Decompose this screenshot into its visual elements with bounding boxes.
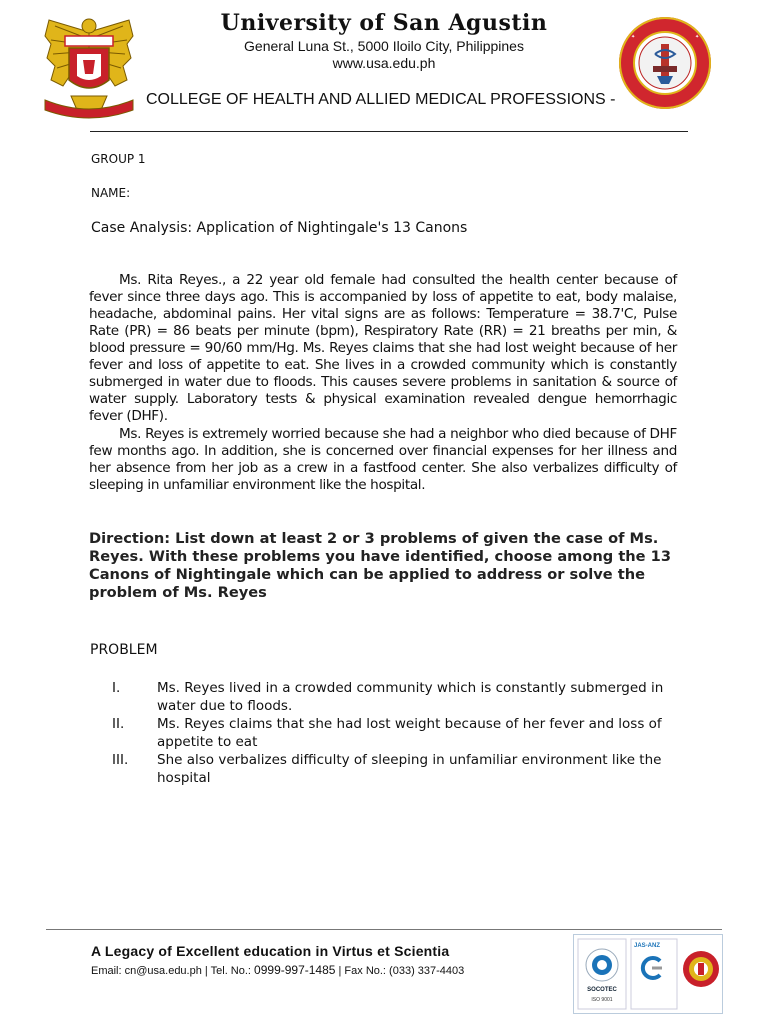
problem-list: [112, 679, 672, 787]
case-paragraph-1-text: Ms. Rita Reyes., a 22 year old female had consulted the health center because of fever since three days ago. This is accompanied by loss of appetite to eat, body malaise, headache, abdominal pains. Her vital signs are as follows: Temperature = 38.7'C, Pulse Rate (PR) = 86 beats per minute (bpm), Respiratory Rate (RR) = 21 breaths per min, & blood pressure = 90/60 mm/Hg. Ms. Reyes claims that she had lost weight because of her fever and loss of appetite to eat. She lives in a crowded community which is constantly submerged in water due to floods. This causes severe problems in sanitation & source of water supply. Laboratory tests & physical examination revealed dengue hemorrhagic fever (DHF).: [89, 272, 677, 424]
case-paragraph-2-text: Ms. Reyes is extremely worried because she had a neighbor who died because of DHF few months ago. In addition, she is concerned over financial expenses for her illness and her absence from her job as a crew in a fastfood center. She also verbalizes difficulty of sleeping in unfamiliar environment like the hospital.: [89, 426, 677, 493]
tel-number: 0999-997-1485: [254, 963, 336, 977]
problem-heading: PROBLEM: [90, 642, 158, 658]
problem-text: Ms. Reyes claims that she had lost weight because of her fever and loss of appetite to eat: [157, 716, 662, 750]
problem-item: [112, 751, 672, 787]
problem-number: III.: [112, 752, 129, 768]
fax-label: | Fax No.:: [335, 965, 390, 977]
name-label: NAME:: [91, 186, 131, 200]
footer-divider: [46, 929, 722, 930]
footer-contact-line: [91, 963, 464, 977]
university-address: General Luna St., 5000 Iloilo City, Philippines: [244, 38, 524, 54]
university-website[interactable]: www.usa.edu.ph: [332, 55, 436, 71]
problem-text: She also verbalizes difficulty of sleeping in unfamiliar environment like the hospital: [157, 752, 662, 786]
tel-label: | Tel. No.:: [201, 965, 255, 977]
case-paragraph-2: [89, 426, 677, 494]
header-divider: [90, 131, 688, 132]
svg-text:✦: ✦: [631, 34, 636, 40]
certification-logos: [573, 934, 723, 1014]
problem-text: Ms. Reyes lived in a crowded community which is constantly submerged in water due to floods.: [157, 680, 664, 714]
cert-jasanz-label: JAS-ANZ: [634, 943, 661, 949]
fax-number: (033) 337-4403: [389, 965, 465, 977]
case-paragraph-1: [89, 272, 677, 425]
college-name: COLLEGE OF HEALTH AND ALLIED MEDICAL PROFESSIONS -: [146, 91, 616, 108]
problem-number: I.: [112, 680, 121, 696]
email-link[interactable]: cn@usa.edu.ph: [124, 965, 202, 977]
direction-text: Direction: List down at least 2 or 3 problems of given the case of Ms. Reyes. With these problems you have identified, choose among the 13 Canons of Nightingale which can be applied to address or solve the problem of Ms. Reyes: [89, 530, 671, 601]
footer-legacy-tagline: A Legacy of Excellent education in Virtus et Scientia: [91, 943, 450, 959]
cert-iso-label: ISO 9001: [591, 997, 613, 1003]
university-name: University of San Agustin: [220, 10, 548, 36]
group-label: GROUP 1: [91, 152, 146, 166]
case-title: Case Analysis: Application of Nightingale's 13 Canons: [91, 220, 468, 236]
cert-socotec-label: SOCOTEC: [587, 987, 617, 993]
email-label: Email:: [91, 965, 125, 977]
problem-item: [112, 679, 672, 715]
svg-text:✦: ✦: [695, 34, 700, 40]
problem-number: II.: [112, 716, 125, 732]
problem-item: [112, 715, 672, 751]
